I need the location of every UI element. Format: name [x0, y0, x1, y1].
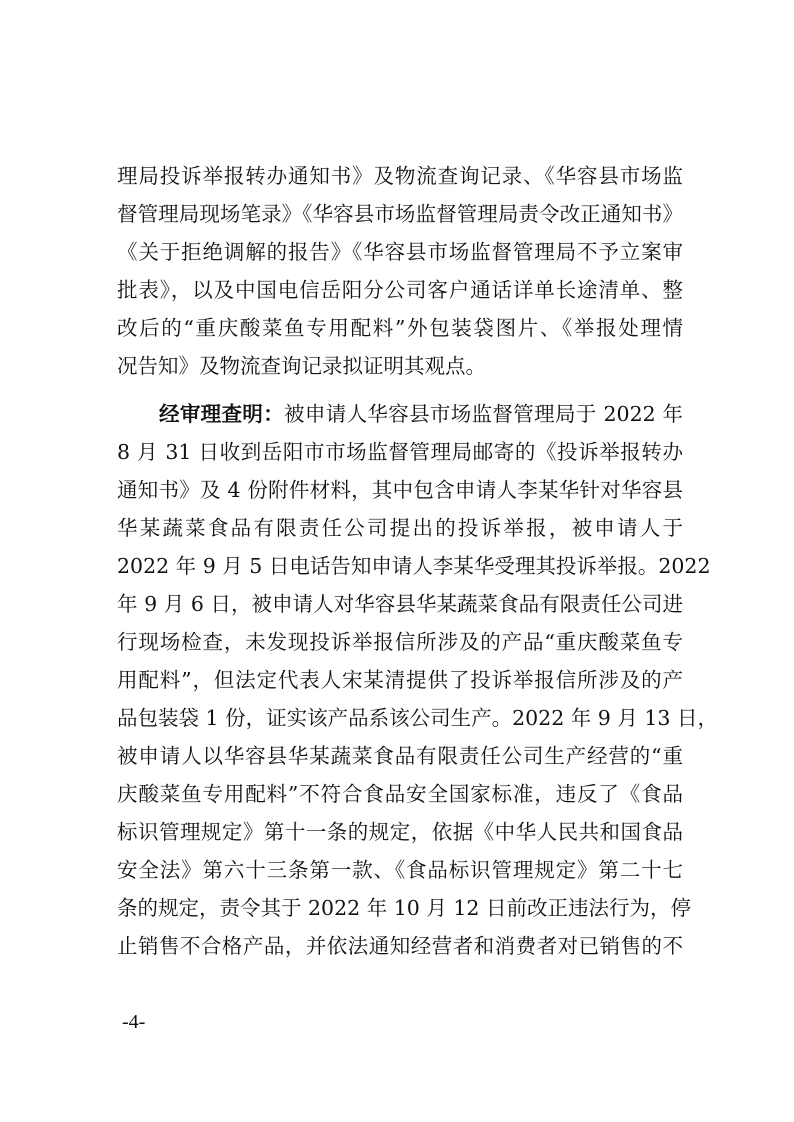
- text-line: 8 月 31 日收到岳阳市市场监督管理局邮寄的《投诉举报转办: [117, 440, 683, 464]
- text-line: 行现场检查，未发现投诉举报信所涉及的产品“重庆酸菜鱼专: [117, 630, 683, 654]
- text-line: 标识管理规定》第十一条的规定，依据《中华人民共和国食品: [117, 820, 683, 844]
- text-line: 改后的“重庆酸菜鱼专用配料”外包装袋图片、《举报处理情: [117, 316, 683, 340]
- text-line: 被申请人以华容县华某蔬菜食品有限责任公司生产经营的“重: [117, 744, 683, 768]
- text-line: 理局投诉举报转办通知书》及物流查询记录、《华容县市场监: [117, 164, 683, 188]
- text-line: 庆酸菜鱼专用配料”不符合食品安全国家标准，违反了《食品: [117, 782, 683, 806]
- paragraph-evidence: [117, 157, 683, 385]
- text-line: 《关于拒绝调解的报告》《华容县市场监督管理局不予立案审: [117, 240, 683, 264]
- text-line: 督管理局现场笔录》《华容县市场监督管理局责令改正通知书》: [117, 202, 683, 226]
- text-line: 2022 年 9 月 5 日电话告知申请人李某华受理其投诉举报。2022: [117, 554, 711, 578]
- text-line: 用配料”，但法定代表人宋某清提供了投诉举报信所涉及的产: [117, 668, 683, 692]
- text-line: 批表》，以及中国电信岳阳分公司客户通话详单长途清单、整: [117, 278, 683, 302]
- text-line: 条的规定，责令其于 2022 年 10 月 12 日前改正违法行为，停: [117, 896, 691, 920]
- text-line: 通知书》及 4 份附件材料，其中包含申请人李某华针对华容县: [117, 478, 683, 502]
- findings-first-line-text: 被申请人华容县市场监督管理局于 2022 年: [284, 402, 684, 426]
- text-line-first: [117, 395, 683, 433]
- text-line: 安全法》第六十三条第一款、《食品标识管理规定》第二十七: [117, 858, 683, 882]
- paragraph-findings: [117, 395, 718, 965]
- text-line: 年 9 月 6 日，被申请人对华容县华某蔬菜食品有限责任公司进: [117, 592, 683, 616]
- text-line: 华某蔬菜食品有限责任公司提出的投诉举报，被申请人于: [117, 516, 683, 540]
- findings-heading: 经审理查明：: [159, 402, 285, 426]
- text-line: 品包装袋 1 份，证实该产品系该公司生产。2022 年 9 月 13 日，: [117, 706, 718, 730]
- text-line: 止销售不合格产品，并依法通知经营者和消费者对已销售的不: [117, 934, 683, 958]
- text-line: 况告知》及物流查询记录拟证明其观点。: [117, 354, 486, 378]
- page-number: -4-: [122, 1011, 146, 1033]
